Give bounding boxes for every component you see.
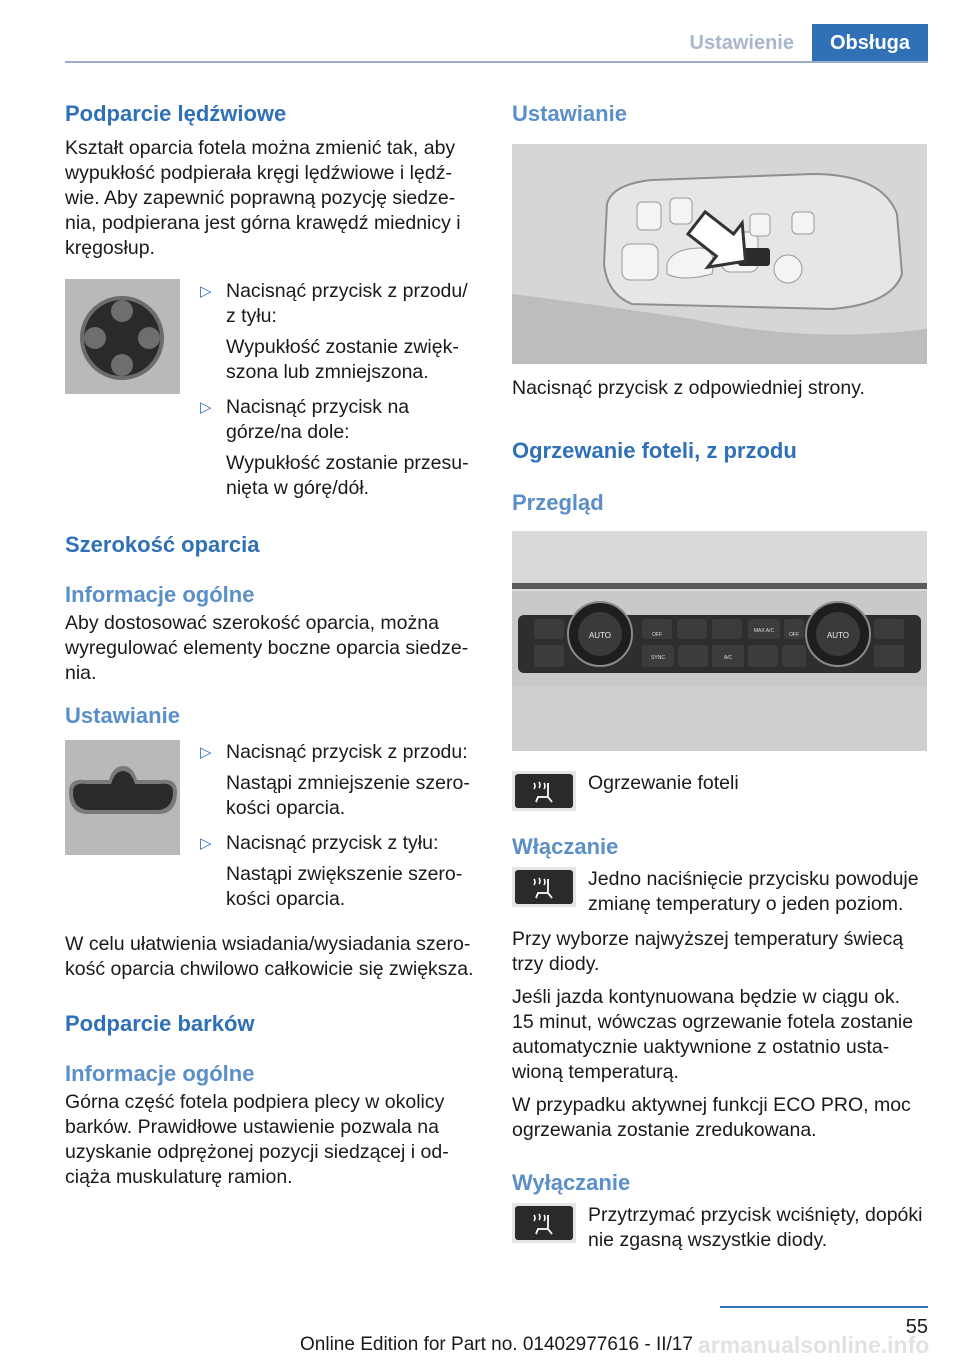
step-action: Nacisnąć przycisk z tyłu:	[226, 832, 439, 854]
step-result: Nastąpi zmniejszenie szerokości oparcia.	[226, 772, 470, 819]
heating-title: Ogrzewanie foteli, z przodu	[512, 438, 797, 463]
width-note: W celu ułatwienia wsiadania/wysiadania szerokość oparcia chwilowo całkowicie się zwiększa.	[65, 933, 474, 980]
shoulder-title: Podparcie barków	[65, 1011, 255, 1036]
lumbar-instructions	[65, 279, 480, 501]
on-para-1: Przy wyborze najwyższej temperatury świecą trzy diody.	[512, 928, 904, 975]
triangle-right-icon: ▷	[200, 283, 212, 300]
width-title: Szerokość oparcia	[65, 532, 260, 557]
seat-heating-icon	[512, 771, 576, 811]
climate-panel-image	[512, 531, 927, 751]
width-setting-title: Ustawianie	[65, 703, 180, 728]
setting-caption: Nacisnąć przycisk z odpowiedniej strony.	[512, 377, 865, 399]
list-item	[200, 740, 480, 821]
list-item	[200, 395, 480, 501]
triangle-right-icon: ▷	[200, 399, 212, 416]
watermark: armanualsonline.info	[698, 1332, 930, 1358]
width-general-text: Aby dostosować szerokość oparcia, można wyregulować elementy boczne oparcia siedzenia.	[65, 612, 469, 684]
seat-heating-label: Ogrzewanie foteli	[588, 772, 739, 794]
header-tabs	[672, 24, 929, 62]
triangle-right-icon: ▷	[200, 744, 212, 761]
width-control-image	[65, 740, 180, 855]
ac-label: A/C	[723, 655, 733, 661]
tab-obsluga[interactable]: Obsługa	[812, 24, 928, 62]
step-result: Nastąpi zwiększenie szerokości oparcia.	[226, 863, 463, 910]
header-divider	[65, 61, 928, 63]
tab-ustawienie[interactable]: Ustawienie	[672, 24, 812, 62]
right-column	[512, 100, 927, 1253]
left-column	[65, 100, 480, 1190]
lumbar-control-image	[65, 279, 180, 394]
auto-label: AUTO	[826, 631, 850, 640]
overview-title: Przegląd	[512, 490, 604, 515]
footer-divider	[720, 1306, 928, 1308]
lumbar-steps	[200, 279, 480, 501]
max-ac-label: MAX A/C	[753, 628, 775, 634]
off-title: Wyłączanie	[512, 1170, 631, 1195]
width-steps	[200, 740, 480, 912]
on-para-2: Jeśli jazda kontynuowana będzie w ciągu ok. 15 minut, wówczas ogrzewanie fotela zostanie automatycznie uaktywnione z ostatnio ustawioną temperaturą.	[512, 986, 914, 1083]
seat-heating-icon	[512, 867, 576, 907]
edition-text: Online Edition for Part no. 01402977616 - II/17	[300, 1334, 693, 1355]
seat-heating-legend	[512, 771, 927, 811]
lumbar-title: Podparcie lędźwiowe	[65, 101, 287, 126]
on-instruction	[512, 867, 927, 917]
auto-label: AUTO	[588, 631, 612, 640]
setting-title: Ustawianie	[512, 101, 627, 126]
off-label: OFF	[652, 632, 662, 638]
sync-label: SYNC	[651, 655, 665, 661]
seat-heating-icon	[512, 1203, 576, 1243]
width-general-title: Informacje ogólne	[65, 582, 255, 607]
list-item	[200, 831, 480, 912]
seat-controls-image	[512, 144, 927, 364]
on-para-3: W przypadku aktywnej funkcji ECO PRO, moc ogrzewania zostanie zredukowana.	[512, 1094, 911, 1141]
step-result: Wypukłość zostanie zwiększona lub zmniejszona.	[226, 336, 459, 383]
page-number: 55	[905, 1316, 928, 1338]
step-result: Wypukłość zostanie przesunięta w górę/dół.	[226, 452, 469, 499]
on-title: Włączanie	[512, 834, 619, 859]
step-action: Nacisnąć przycisk z przodu/ z tyłu:	[226, 280, 468, 327]
shoulder-general-text: Górna część fotela podpiera plecy w okolicy barków. Prawidłowe ustawienie pozwala na uzyskanie odprężonej pozycji siedzącej i odciąża muskulaturę ramion.	[65, 1091, 449, 1188]
step-action: Nacisnąć przycisk z przodu:	[226, 741, 468, 763]
triangle-right-icon: ▷	[200, 835, 212, 852]
shoulder-general-title: Informacje ogólne	[65, 1061, 255, 1086]
off-text: Przytrzymać przycisk wciśnięty, dopóki nie zgasną wszystkie diody.	[588, 1204, 923, 1251]
off-label: OFF	[789, 632, 799, 638]
off-instruction	[512, 1203, 927, 1253]
on-text: Jedno naciśnięcie przycisku powoduje zmianę temperatury o jeden poziom.	[588, 868, 919, 915]
lumbar-intro: Kształt oparcia fotela można zmienić tak, aby wypukłość podpierała kręgi lędźwiowe i lędźwie. Aby zapewnić poprawną pozycję siedzenia, podpierana jest górna krawędź miednicy i kręgosłup.	[65, 137, 461, 259]
step-action: Nacisnąć przycisk na górze/na dole:	[226, 396, 410, 443]
width-instructions	[65, 740, 480, 912]
list-item	[200, 279, 480, 385]
